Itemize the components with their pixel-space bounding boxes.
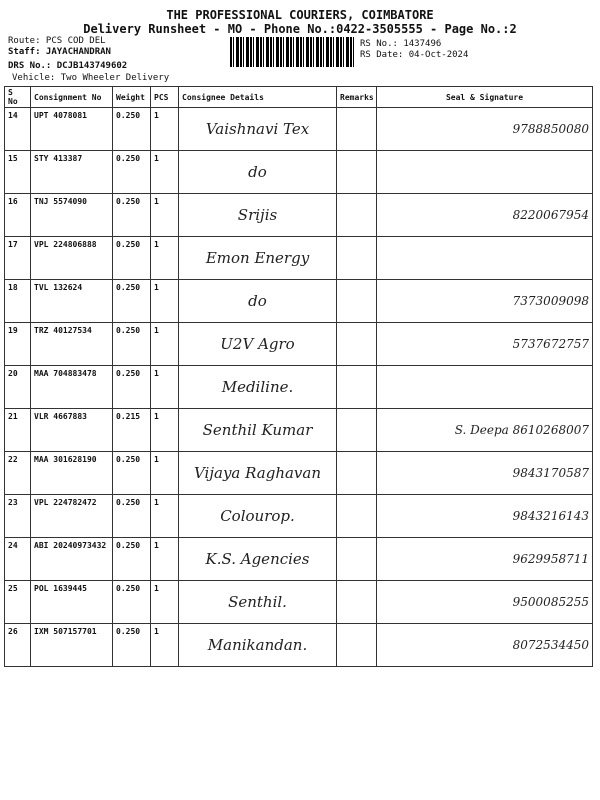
vehicle-label: Vehicle: Two Wheeler Delivery (12, 73, 170, 83)
col-remarks: Remarks (337, 87, 377, 108)
cell-consignment: TNJ 5574090 (31, 194, 113, 237)
cell-sno: 17 (5, 237, 31, 280)
cell-weight: 0.250 (113, 108, 151, 151)
cell-sno: 18 (5, 280, 31, 323)
table-row (5, 452, 593, 495)
cell-consignee: Vijaya Raghavan (179, 452, 337, 495)
table-row (5, 366, 593, 409)
cell-consignee: Srijis (179, 194, 337, 237)
cell-consignee: Manikandan. (179, 624, 337, 667)
table-header-row (5, 87, 593, 108)
runsheet-table (4, 86, 593, 667)
cell-pcs: 1 (151, 409, 179, 452)
cell-consignee: Senthil Kumar (179, 409, 337, 452)
cell-remarks (337, 624, 377, 667)
cell-remarks (337, 452, 377, 495)
cell-sno: 24 (5, 538, 31, 581)
cell-remarks (337, 495, 377, 538)
cell-consignee: U2V Agro (179, 323, 337, 366)
cell-remarks (337, 323, 377, 366)
table-row (5, 409, 593, 452)
col-consignee: Consignee Details (179, 87, 337, 108)
cell-sno: 23 (5, 495, 31, 538)
table-row (5, 495, 593, 538)
cell-sno: 15 (5, 151, 31, 194)
cell-signature: 9788850080 (377, 108, 593, 151)
cell-weight: 0.250 (113, 280, 151, 323)
col-weight: Weight (113, 87, 151, 108)
cell-consignee: do (179, 280, 337, 323)
cell-sno: 22 (5, 452, 31, 495)
cell-consignment: UPT 4078081 (31, 108, 113, 151)
cell-signature (377, 366, 593, 409)
cell-weight: 0.215 (113, 409, 151, 452)
cell-consignment: IXM 507157701 (31, 624, 113, 667)
cell-remarks (337, 108, 377, 151)
cell-consignment: VPL 224806888 (31, 237, 113, 280)
cell-consignment: ABI 20240973432 (31, 538, 113, 581)
cell-remarks (337, 237, 377, 280)
drs-number: DRS No.: DCJB143749602 (8, 61, 128, 71)
cell-weight: 0.250 (113, 237, 151, 280)
table-row (5, 194, 593, 237)
cell-remarks (337, 581, 377, 624)
cell-remarks (337, 151, 377, 194)
cell-weight: 0.250 (113, 538, 151, 581)
cell-consignee: Mediline. (179, 366, 337, 409)
cell-sno: 19 (5, 323, 31, 366)
cell-signature: S. Deepa 8610268007 (377, 409, 593, 452)
cell-sno: 25 (5, 581, 31, 624)
cell-sno: 16 (5, 194, 31, 237)
cell-sno: 26 (5, 624, 31, 667)
cell-consignee: Emon Energy (179, 237, 337, 280)
cell-consignee: Colourop. (179, 495, 337, 538)
cell-signature: 9500085255 (377, 581, 593, 624)
cell-consignment: TRZ 40127534 (31, 323, 113, 366)
cell-signature: 9843170587 (377, 452, 593, 495)
col-sno: S No (5, 87, 31, 108)
company-name: THE PROFESSIONAL COURIERS, COIMBATORE (166, 8, 434, 22)
cell-consignment: TVL 132624 (31, 280, 113, 323)
cell-pcs: 1 (151, 452, 179, 495)
cell-sno: 21 (5, 409, 31, 452)
cell-remarks (337, 409, 377, 452)
cell-signature (377, 151, 593, 194)
cell-signature: 9629958711 (377, 538, 593, 581)
cell-sno: 14 (5, 108, 31, 151)
cell-remarks (337, 538, 377, 581)
rs-number: RS No.: 1437496 (360, 39, 442, 49)
cell-consignment: MAA 301628190 (31, 452, 113, 495)
cell-consignee: do (179, 151, 337, 194)
cell-pcs: 1 (151, 366, 179, 409)
cell-remarks (337, 366, 377, 409)
col-signature: Seal & Signature (377, 87, 593, 108)
cell-pcs: 1 (151, 581, 179, 624)
cell-pcs: 1 (151, 194, 179, 237)
cell-consignee: K.S. Agencies (179, 538, 337, 581)
cell-sno: 20 (5, 366, 31, 409)
cell-remarks (337, 194, 377, 237)
cell-pcs: 1 (151, 280, 179, 323)
cell-pcs: 1 (151, 323, 179, 366)
cell-consignment: VLR 4667883 (31, 409, 113, 452)
table-row (5, 108, 593, 151)
table-row (5, 280, 593, 323)
cell-consignment: POL 1639445 (31, 581, 113, 624)
cell-weight: 0.250 (113, 495, 151, 538)
cell-pcs: 1 (151, 538, 179, 581)
table-row (5, 323, 593, 366)
cell-pcs: 1 (151, 495, 179, 538)
cell-consignee: Senthil. (179, 581, 337, 624)
cell-signature: 7373009098 (377, 280, 593, 323)
cell-signature: 5737672757 (377, 323, 593, 366)
cell-signature: 9843216143 (377, 495, 593, 538)
cell-consignment: MAA 704883478 (31, 366, 113, 409)
runsheet-title: Delivery Runsheet - MO - Phone No.:0422-3505555 - Page No.:2 (83, 22, 517, 36)
cell-weight: 0.250 (113, 581, 151, 624)
cell-consignment: STY 413387 (31, 151, 113, 194)
cell-signature: 8220067954 (377, 194, 593, 237)
table-row (5, 624, 593, 667)
cell-remarks (337, 280, 377, 323)
cell-consignee: Vaishnavi Tex (179, 108, 337, 151)
cell-pcs: 1 (151, 108, 179, 151)
barcode (230, 37, 356, 67)
route-label: Route: PCS COD DEL (8, 36, 106, 46)
cell-weight: 0.250 (113, 452, 151, 495)
cell-weight: 0.250 (113, 366, 151, 409)
cell-signature (377, 237, 593, 280)
cell-weight: 0.250 (113, 151, 151, 194)
table-row (5, 151, 593, 194)
staff-label: Staff: JAYACHANDRAN (8, 47, 111, 57)
cell-pcs: 1 (151, 624, 179, 667)
rs-date: RS Date: 04-Oct-2024 (360, 50, 469, 60)
col-pcs: PCS (151, 87, 179, 108)
table-row (5, 237, 593, 280)
cell-signature: 8072534450 (377, 624, 593, 667)
cell-weight: 0.250 (113, 624, 151, 667)
table-row (5, 581, 593, 624)
cell-consignment: VPL 224782472 (31, 495, 113, 538)
col-consignment: Consignment No (31, 87, 113, 108)
table-row (5, 538, 593, 581)
cell-pcs: 1 (151, 237, 179, 280)
cell-weight: 0.250 (113, 194, 151, 237)
cell-pcs: 1 (151, 151, 179, 194)
cell-weight: 0.250 (113, 323, 151, 366)
